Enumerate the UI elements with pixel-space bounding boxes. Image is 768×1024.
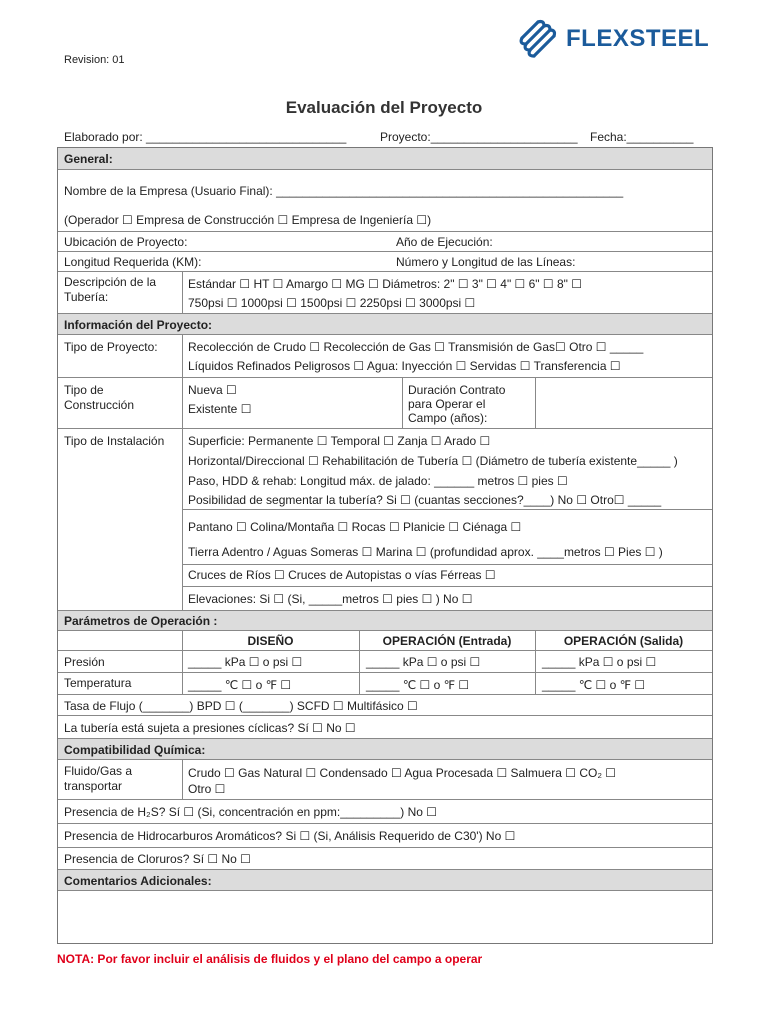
jalado-options[interactable]: Paso, HDD & rehab: Longitud máx. de jalado: ______ metros ☐ pies ☐: [188, 474, 568, 488]
fluido-options[interactable]: Crudo ☐ Gas Natural ☐ Condensado ☐ Agua Procesada ☐ Salmuera ☐ CO₂ ☐: [188, 766, 617, 780]
column-divider: [182, 760, 183, 799]
cloruros-row: [58, 847, 712, 869]
temp-diseno-field[interactable]: _____ ℃ ☐ o ℉ ☐: [188, 678, 292, 692]
column-divider: [182, 272, 183, 313]
tipo-construccion-label-line2: Construcción: [64, 398, 135, 412]
tasa-flujo-options[interactable]: Tasa de Flujo (_______) BPD ☐ (_______) SCFD ☐ Multifásico ☐: [64, 699, 418, 713]
column-divider: [402, 378, 403, 428]
tipo-instalacion-row: [58, 428, 712, 610]
section-general-title: General:: [64, 152, 113, 166]
operacion-header-row: [58, 630, 712, 650]
ubicacion-row: [58, 231, 712, 251]
nueva-checkbox[interactable]: Nueva ☐: [188, 383, 237, 397]
section-quimica-title: Compatibilidad Química:: [64, 743, 206, 757]
col-operacion-salida: OPERACIÓN (Salida): [563, 634, 684, 648]
column-divider: [182, 651, 183, 672]
evaluation-form: [57, 147, 713, 944]
ciclicas-options[interactable]: La tubería está sujeta a presiones cíclicas? Sí ☐ No ☐: [64, 721, 356, 735]
descripcion-label-line2: Tubería:: [64, 290, 109, 304]
section-quimica: [58, 738, 712, 759]
aromaticos-options[interactable]: Presencia de Hidrocarburos Aromáticos? Si ☐ (Si, Análisis Requerido de C30') No ☐: [64, 829, 516, 843]
presion-row: [58, 650, 712, 672]
terreno-options-2[interactable]: Tierra Adentro / Aguas Someras ☐ Marina ☐ (profundidad aprox. ____metros ☐ Pies ☐ ): [188, 545, 663, 559]
descripcion-row: [58, 271, 712, 313]
temperatura-label: Temperatura: [64, 676, 132, 690]
cloruros-options[interactable]: Presencia de Cloruros? Sí ☐ No ☐: [64, 852, 251, 866]
presion-label: Presión: [64, 655, 105, 669]
duracion-label-line3: Campo (años):: [408, 411, 488, 425]
h2s-options[interactable]: Presencia de H₂S? Sí ☐ (Si, concentración en ppm:_________) No ☐: [64, 805, 438, 819]
empresa-field[interactable]: Nombre de la Empresa (Usuario Final): ____________________________________________________: [64, 184, 624, 198]
column-divider: [182, 673, 183, 694]
duracion-label-line2: para Operar el: [408, 397, 486, 411]
column-divider: [535, 378, 536, 428]
section-informacion-title: Información del Proyecto:: [64, 318, 213, 332]
fluido-row: [58, 759, 712, 799]
fecha-field[interactable]: Fecha:__________: [590, 130, 694, 144]
row-divider: [182, 586, 712, 587]
section-general: [58, 148, 712, 169]
horizontal-options[interactable]: Horizontal/Direccional ☐ Rehabilitación de Tubería ☐ (Diámetro de tubería existente_____ ): [188, 454, 678, 468]
presion-salida-field[interactable]: _____ kPa ☐ o psi ☐: [542, 655, 657, 669]
tipo-proyecto-options-2[interactable]: Líquidos Refinados Peligrosos ☐ Agua: Inyección ☐ Servidas ☐ Transferencia ☐: [188, 359, 621, 373]
tipo-construccion-label-line1: Tipo de: [64, 383, 104, 397]
proyecto-field[interactable]: Proyecto:______________________: [380, 130, 578, 144]
flexsteel-coil-icon: [516, 18, 562, 62]
temp-entrada-field[interactable]: _____ ℃ ☐ o ℉ ☐: [366, 678, 470, 692]
tipo-instalacion-label: Tipo de Instalación: [64, 434, 165, 448]
tipo-construccion-row: [58, 377, 712, 428]
column-divider: [359, 673, 360, 694]
presion-entrada-field[interactable]: _____ kPa ☐ o psi ☐: [366, 655, 481, 669]
aromaticos-row: [58, 823, 712, 847]
presion-rating-options[interactable]: 750psi ☐ 1000psi ☐ 1500psi ☐ 2250psi ☐ 3000psi ☐: [188, 296, 476, 310]
h2s-row: [58, 799, 712, 823]
terreno-options[interactable]: Pantano ☐ Colina/Montaña ☐ Rocas ☐ Planicie ☐ Ciénaga ☐: [188, 520, 522, 534]
fluido-otro-checkbox[interactable]: Otro ☐: [188, 782, 226, 796]
segmentar-options[interactable]: Posibilidad de segmentar la tubería? Si ☐ (cuantas secciones?____) No ☐ Otro☐ _____: [188, 493, 662, 507]
section-operacion: [58, 610, 712, 630]
elaborado-por-field[interactable]: Elaborado por: ______________________________: [64, 130, 347, 144]
fluido-label-line2: transportar: [64, 779, 123, 793]
tipo-proyecto-row: [58, 334, 712, 377]
col-operacion-entrada: OPERACIÓN (Entrada): [382, 634, 512, 648]
temp-salida-field[interactable]: _____ ℃ ☐ o ℉ ☐: [542, 678, 646, 692]
longitud-field[interactable]: Longitud Requerida (KM):: [64, 255, 202, 269]
column-divider: [182, 378, 183, 428]
existente-checkbox[interactable]: Existente ☐: [188, 402, 252, 416]
presion-diseno-field[interactable]: _____ kPa ☐ o psi ☐: [188, 655, 303, 669]
tipo-proyecto-label: Tipo de Proyecto:: [64, 340, 158, 354]
section-comentarios-title: Comentarios Adicionales:: [64, 874, 212, 888]
row-divider: [182, 564, 712, 565]
descripcion-label-line1: Descripción de la: [64, 275, 157, 289]
elevaciones-options[interactable]: Elevaciones: Si ☐ (Si, _____metros ☐ pies ☐ ) No ☐: [188, 592, 473, 606]
row-divider: [182, 509, 712, 510]
fluido-label-line1: Fluido/Gas a: [64, 764, 133, 778]
column-divider: [535, 673, 536, 694]
cruces-options[interactable]: Cruces de Ríos ☐ Cruces de Autopistas o vías Férreas ☐: [188, 568, 496, 582]
brand-name: FLEXSTEEL: [566, 25, 710, 52]
column-divider: [182, 429, 183, 610]
numero-lineas-field[interactable]: Número y Longitud de las Líneas:: [396, 255, 576, 269]
section-comentarios: [58, 869, 712, 890]
column-divider: [535, 651, 536, 672]
ciclicas-row: [58, 715, 712, 738]
section-informacion: [58, 313, 712, 334]
temperatura-row: [58, 672, 712, 694]
duracion-label-line1: Duración Contrato: [408, 383, 506, 397]
empresa-row: [58, 169, 712, 231]
ubicacion-field[interactable]: Ubicación de Proyecto:: [64, 235, 188, 249]
tipo-proyecto-options[interactable]: Recolección de Crudo ☐ Recolección de Gas ☐ Transmisión de Gas☐ Otro ☐ _____: [188, 340, 644, 354]
tuberia-options[interactable]: Estándar ☐ HT ☐ Amargo ☐ MG ☐ Diámetros: 2" ☐ 3" ☐ 4" ☐ 6" ☐ 8" ☐: [188, 277, 583, 291]
section-operacion-title: Parámetros de Operación :: [64, 614, 218, 628]
tipo-empresa-options[interactable]: (Operador ☐ Empresa de Construcción ☐ Empresa de Ingeniería ☐): [64, 213, 432, 227]
column-divider: [359, 651, 360, 672]
nota-text: NOTA: Por favor incluir el análisis de fluidos y el plano del campo a operar: [57, 952, 483, 966]
longitud-row: [58, 251, 712, 271]
column-divider: [182, 335, 183, 377]
page-title: Evaluación del Proyecto: [285, 98, 483, 117]
ano-ejecucion-field[interactable]: Año de Ejecución:: [396, 235, 493, 249]
comentarios-area[interactable]: [58, 890, 712, 943]
col-diseno: DISEÑO: [247, 634, 294, 648]
revision-label: Revision: 01: [64, 54, 125, 66]
tasa-flujo-row: [58, 694, 712, 715]
superficie-options[interactable]: Superficie: Permanente ☐ Temporal ☐ Zanja ☐ Arado ☐: [188, 434, 491, 448]
flexsteel-logo: [516, 18, 716, 62]
